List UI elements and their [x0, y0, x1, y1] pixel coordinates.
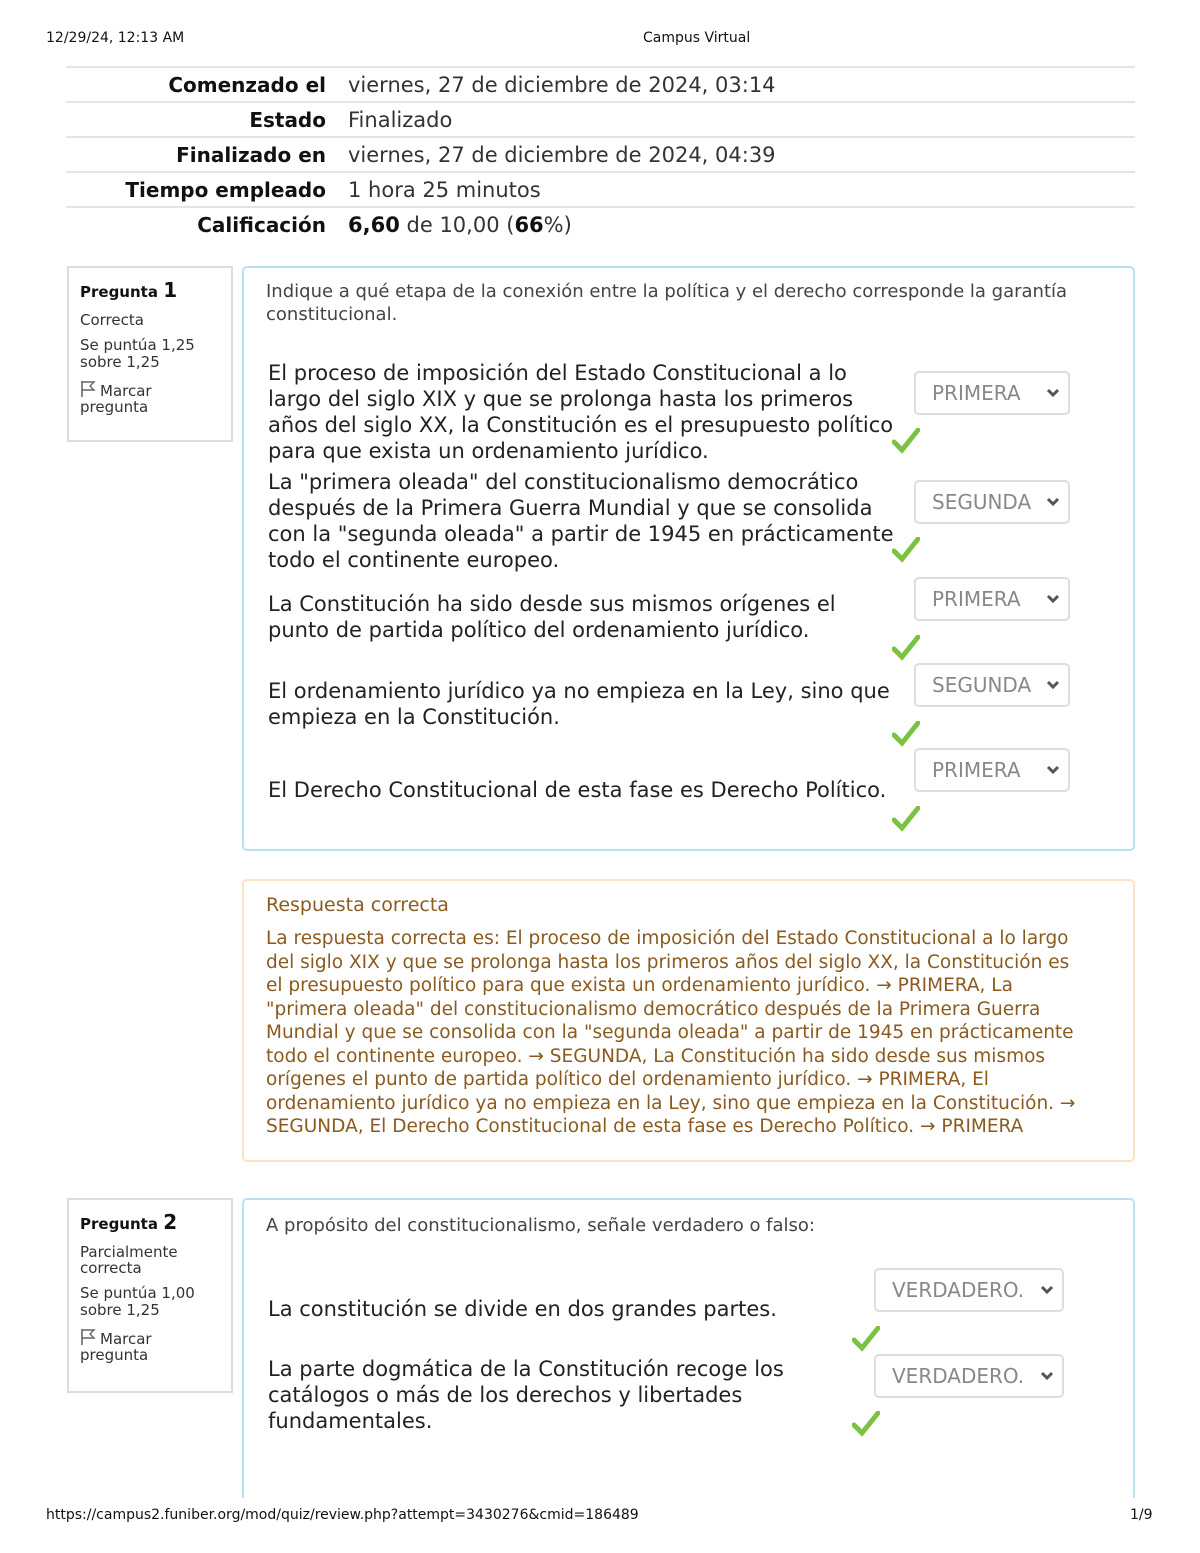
- match-prompt-2: La "primera oleada" del constitucionalismo democrático después de la Primera Guerra Mundial y que se consolida con la "segunda oleada" a partir de 1945 en prácticamente todo el continente europeo.: [268, 470, 894, 572]
- check-icon: [892, 537, 920, 563]
- selected-value: PRIMERA: [932, 758, 1021, 782]
- question-state: Parcialmente correcta: [80, 1243, 178, 1277]
- print-page-number: 1/9: [1130, 1507, 1153, 1523]
- print-title: Campus Virtual: [643, 30, 751, 46]
- flag-label: Marcar pregunta: [80, 1330, 152, 1364]
- print-datetime: 12/29/24, 12:13 AM: [46, 30, 185, 46]
- summary-label: Estado: [249, 107, 326, 132]
- question-number: [80, 278, 221, 302]
- selected-value: VERDADERO.: [892, 1364, 1025, 1388]
- check-icon: [892, 635, 920, 661]
- summary-label: Comenzado el: [168, 72, 326, 97]
- check-icon: [852, 1326, 880, 1352]
- question-info-1: [67, 266, 233, 442]
- question-text: Indique a qué etapa de la conexión entre la política y el derecho corresponde la garantía constitucional.: [266, 281, 1068, 325]
- summary-row-grade: [66, 206, 1135, 241]
- feedback-box: [242, 879, 1135, 1162]
- answer-select-5[interactable]: [914, 748, 1070, 792]
- check-icon: [892, 721, 920, 747]
- answer-select-2[interactable]: [914, 480, 1070, 524]
- chevron-down-icon: [1046, 496, 1060, 508]
- selected-value: VERDADERO.: [892, 1278, 1025, 1302]
- chevron-down-icon: [1046, 387, 1060, 399]
- flag-icon: [80, 1328, 96, 1346]
- summary-label: Calificación: [197, 212, 326, 237]
- summary-row-time: [66, 171, 1135, 206]
- check-icon: [892, 428, 920, 454]
- summary-value: viernes, 27 de diciembre de 2024, 03:14: [348, 72, 776, 97]
- answer-select-1[interactable]: [914, 371, 1070, 415]
- question-grade: Se puntúa 1,00 sobre 1,25: [80, 1284, 195, 1319]
- print-url: https://campus2.funiber.org/mod/quiz/review.php?attempt=3430276&cmid=186489: [46, 1507, 639, 1523]
- summary-value: viernes, 27 de diciembre de 2024, 04:39: [348, 142, 776, 167]
- flag-question-link[interactable]: [80, 380, 221, 415]
- grade-score: 6,60: [348, 212, 400, 237]
- question-grade: Se puntúa 1,25 sobre 1,25: [80, 336, 195, 371]
- feedback-text: La respuesta correcta es: El proceso de imposición del Estado Constitucional a lo largo del siglo XIX y que se prolonga hasta los primeros años del siglo XX, la Constitución es el presupuesto político para que exista un ordenamiento jurídico. → PRIMERA, La "primera oleada" del constitucionalismo democrático después de la Primera Guerra Mundial y que se consolida con la "segunda oleada" a partir de 1945 en prácticamente todo el continente europeo. → SEGUNDA, La Constitución ha sido desde sus mismos orígenes el punto de partida político del ordenamiento jurídico. → PRIMERA, El ordenamiento jurídico ya no empieza en la Ley, sino que empieza en la Constitución. → SEGUNDA, El Derecho Constitucional de esta fase es Derecho Político. → PRIMERA: [266, 928, 1076, 1137]
- check-icon: [852, 1411, 880, 1437]
- summary-value: 1 hora 25 minutos: [348, 177, 541, 202]
- question-text: A propósito del constitucionalismo, señale verdadero o falso:: [266, 1215, 815, 1236]
- summary-row-started: [66, 66, 1135, 101]
- question-number-value: 2: [163, 1210, 178, 1234]
- flag-icon: [80, 380, 96, 398]
- summary-row-finished: [66, 136, 1135, 171]
- grade-percent: 66: [514, 212, 544, 237]
- summary-label: Tiempo empleado: [125, 177, 326, 202]
- chevron-down-icon: [1046, 593, 1060, 605]
- grade-suffix: %): [543, 212, 572, 237]
- chevron-down-icon: [1046, 679, 1060, 691]
- match-prompt-1: El proceso de imposición del Estado Constitucional a lo largo del siglo XIX y que se prolonga hasta los primeros años del siglo XX, la Constitución es el presupuesto político para que exista un ordenamiento jurídico.: [268, 361, 894, 463]
- question-label: Pregunta: [80, 283, 158, 301]
- question-box-2: [242, 1198, 1135, 1498]
- summary-value: Finalizado: [348, 107, 453, 132]
- selected-value: SEGUNDA: [932, 673, 1032, 697]
- summary-label: Finalizado en: [176, 142, 326, 167]
- answer-select-tf-2[interactable]: [874, 1354, 1064, 1398]
- question-number: [80, 1210, 221, 1234]
- grade-of: de 10,00 (: [406, 212, 515, 237]
- feedback-title: Respuesta correcta: [266, 894, 449, 916]
- answer-select-3[interactable]: [914, 577, 1070, 621]
- selected-value: SEGUNDA: [932, 490, 1032, 514]
- chevron-down-icon: [1040, 1284, 1054, 1296]
- check-icon: [892, 806, 920, 832]
- flag-question-link[interactable]: [80, 1328, 221, 1363]
- chevron-down-icon: [1046, 764, 1060, 776]
- chevron-down-icon: [1040, 1370, 1054, 1382]
- flag-label: Marcar pregunta: [80, 382, 152, 416]
- tf-prompt-1: La constitución se divide en dos grandes partes.: [268, 1297, 777, 1321]
- selected-value: PRIMERA: [932, 381, 1021, 405]
- answer-select-4[interactable]: [914, 663, 1070, 707]
- grade-value: [348, 213, 572, 237]
- match-prompt-3: La Constitución ha sido desde sus mismos orígenes el punto de partida político del ordenamiento jurídico.: [268, 592, 836, 642]
- summary-row-state: [66, 101, 1135, 136]
- answer-select-tf-1[interactable]: [874, 1268, 1064, 1312]
- tf-prompt-2: La parte dogmática de la Constitución recoge los catálogos o más de los derechos y libertades fundamentales.: [268, 1357, 784, 1433]
- match-prompt-5: El Derecho Constitucional de esta fase es Derecho Político.: [268, 778, 887, 802]
- question-label: Pregunta: [80, 1215, 158, 1233]
- question-info-2: [67, 1198, 233, 1393]
- question-number-value: 1: [163, 278, 178, 302]
- question-state: Correcta: [80, 311, 144, 329]
- selected-value: PRIMERA: [932, 587, 1021, 611]
- attempt-summary: [66, 66, 1135, 241]
- match-prompt-4: El ordenamiento jurídico ya no empieza en la Ley, sino que empieza en la Constitución.: [268, 679, 890, 729]
- question-box-1: [242, 266, 1135, 851]
